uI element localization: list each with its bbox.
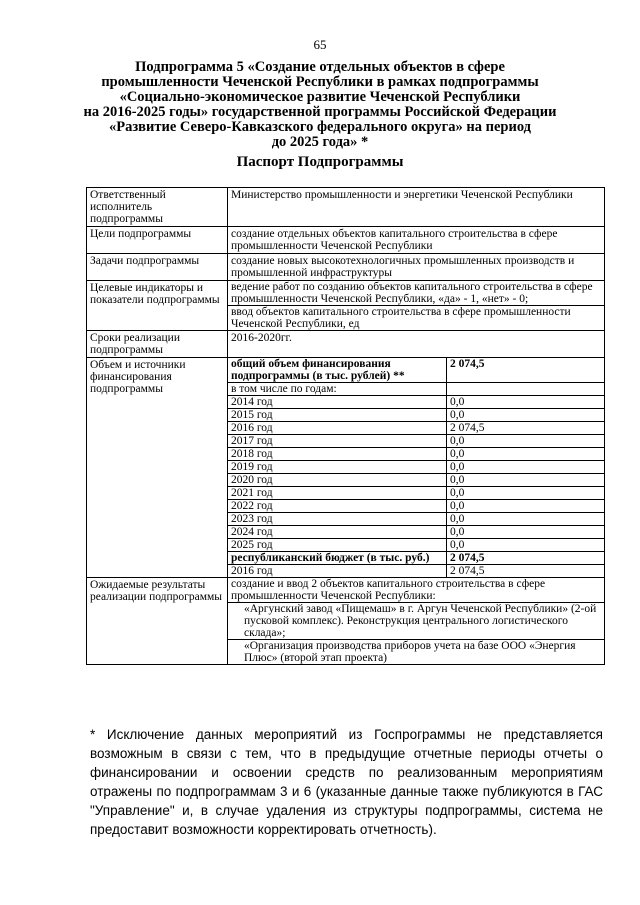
value-indicator-2: ввод объектов капитального строительства в сфере промышленности Чеченской Республики, ед xyxy=(228,306,604,331)
value-responsible: Министерство промышленности и энергетики Чеченской Республики xyxy=(228,188,605,227)
year-label: 2023 год xyxy=(228,513,447,526)
title-line: на 2016-2025 годы» государственной программы Российской Федерации xyxy=(83,104,557,120)
year-value: 0,0 xyxy=(447,474,605,487)
value-terms: 2016-2020гг. xyxy=(228,331,605,358)
year-value: 0,0 xyxy=(447,461,605,474)
year-label: 2019 год xyxy=(228,461,447,474)
year-row xyxy=(228,474,604,487)
year-value: 0,0 xyxy=(447,487,605,500)
label-tasks: Задачи подпрограммы xyxy=(87,254,228,281)
year-row xyxy=(228,513,604,526)
year-row xyxy=(228,539,604,552)
republic-budget-label: республиканский бюджет (в тыс. руб.) xyxy=(228,552,447,565)
year-value: 0,0 xyxy=(447,513,605,526)
row-responsible xyxy=(87,188,605,227)
year-label: 2018 год xyxy=(228,448,447,461)
year-value: 0,0 xyxy=(447,526,605,539)
republic-budget-value: 2 074,5 xyxy=(447,552,605,565)
value-tasks: создание новых высокотехнологичных промышленных производств и промышленной инфраструктуры xyxy=(228,254,605,281)
result-item-1: «Аргунский завод «Пищемаш» в г. Аргун Чеченской Республики» (2-ой пусковой комплекс). Реконструкция центрального логистического склада»; xyxy=(228,603,604,640)
page-number: 65 xyxy=(313,37,327,52)
republic-year-row xyxy=(228,565,604,578)
year-value: 0,0 xyxy=(447,500,605,513)
financing-including-row xyxy=(228,383,604,396)
year-value: 0,0 xyxy=(447,409,605,422)
year-row xyxy=(228,435,604,448)
year-label: 2017 год xyxy=(228,435,447,448)
year-label: 2014 год xyxy=(228,396,447,409)
year-label: 2020 год xyxy=(228,474,447,487)
row-goals xyxy=(87,227,605,254)
row-indicators xyxy=(87,281,605,331)
footnote: * Исключение данных мероприятий из Госпрограммы не представляется возможным в связи с тем, что в предыдущие отчетные периоды отчеты о финансировании и освоении средств по реализованным мероприятиям отражены по подпрограммам 3 и 6 (указанные данные также публикуются в ГАС "Управление" и, в случае удаления из структуры подпрограммы, система не предоставит возможности корректировать отчетность). xyxy=(90,727,603,837)
title-line: до 2025 года» * xyxy=(271,134,369,150)
financing-subtable xyxy=(228,358,604,577)
year-row xyxy=(228,461,604,474)
year-label: 2025 год xyxy=(228,539,447,552)
year-row xyxy=(228,500,604,513)
financing-total-row xyxy=(228,358,604,383)
value-goals: создание отдельных объектов капитального строительства в сфере промышленности Чеченской Республики xyxy=(228,227,605,254)
title-line: «Развитие Северо-Кавказского федерального округа» на период xyxy=(108,119,531,135)
result-item-2: «Организация производства приборов учета на базе ООО «Энергия Плюс» (второй этап проекта) xyxy=(228,640,604,665)
label-goals: Цели подпрограммы xyxy=(87,227,228,254)
title-line: Подпрограмма 5 «Создание отдельных объектов в сфере xyxy=(135,59,505,75)
document-title xyxy=(70,60,570,150)
year-row xyxy=(228,396,604,409)
title-line: промышленности Чеченской Республики в рамках подпрограммы xyxy=(101,74,539,90)
financing-total-value: 2 074,5 xyxy=(447,358,605,383)
value-results: создание и ввод 2 объектов капитального строительства в сфере промышленности Чеченской Республики: xyxy=(228,578,604,603)
year-row xyxy=(228,526,604,539)
republic-budget-row xyxy=(228,552,604,565)
republic-year-label: 2016 год xyxy=(228,565,447,578)
label-results: Ожидаемые результаты реализации подпрограммы xyxy=(87,578,228,665)
row-financing xyxy=(87,358,605,578)
year-value: 0,0 xyxy=(447,396,605,409)
row-terms xyxy=(87,331,605,358)
year-value: 0,0 xyxy=(447,435,605,448)
results-subtable xyxy=(228,578,604,664)
year-row xyxy=(228,409,604,422)
year-row xyxy=(228,422,604,435)
financing-including-label: в том числе по годам: xyxy=(228,383,447,396)
label-responsible: Ответственный исполнитель подпрограммы xyxy=(87,188,228,227)
passport-heading: Паспорт Подпрограммы xyxy=(236,154,404,170)
label-financing: Объем и источники финансирования подпрограммы xyxy=(87,358,228,578)
year-value: 0,0 xyxy=(447,448,605,461)
indicators-subtable xyxy=(228,281,604,330)
year-value: 0,0 xyxy=(447,539,605,552)
row-results xyxy=(87,578,605,665)
financing-total-label: общий объем финансирования подпрограммы (в тыс. рублей) ** xyxy=(228,358,447,383)
year-label: 2021 год xyxy=(228,487,447,500)
row-tasks xyxy=(87,254,605,281)
year-row xyxy=(228,448,604,461)
label-indicators: Целевые индикаторы и показатели подпрограммы xyxy=(87,281,228,331)
passport-table xyxy=(86,187,605,665)
title-line: «Социально-экономическое развитие Чеченской Республики xyxy=(119,89,521,105)
year-label: 2022 год xyxy=(228,500,447,513)
year-label: 2015 год xyxy=(228,409,447,422)
year-value: 2 074,5 xyxy=(447,422,605,435)
year-row xyxy=(228,487,604,500)
year-label: 2016 год xyxy=(228,422,447,435)
republic-year-value: 2 074,5 xyxy=(447,565,605,578)
value-indicator-1: ведение работ по созданию объектов капитального строительства в сфере промышленности Чеченской Республики, «да» - 1, «нет» - 0; xyxy=(228,281,604,306)
year-label: 2024 год xyxy=(228,526,447,539)
label-terms: Сроки реализации подпрограммы xyxy=(87,331,228,358)
